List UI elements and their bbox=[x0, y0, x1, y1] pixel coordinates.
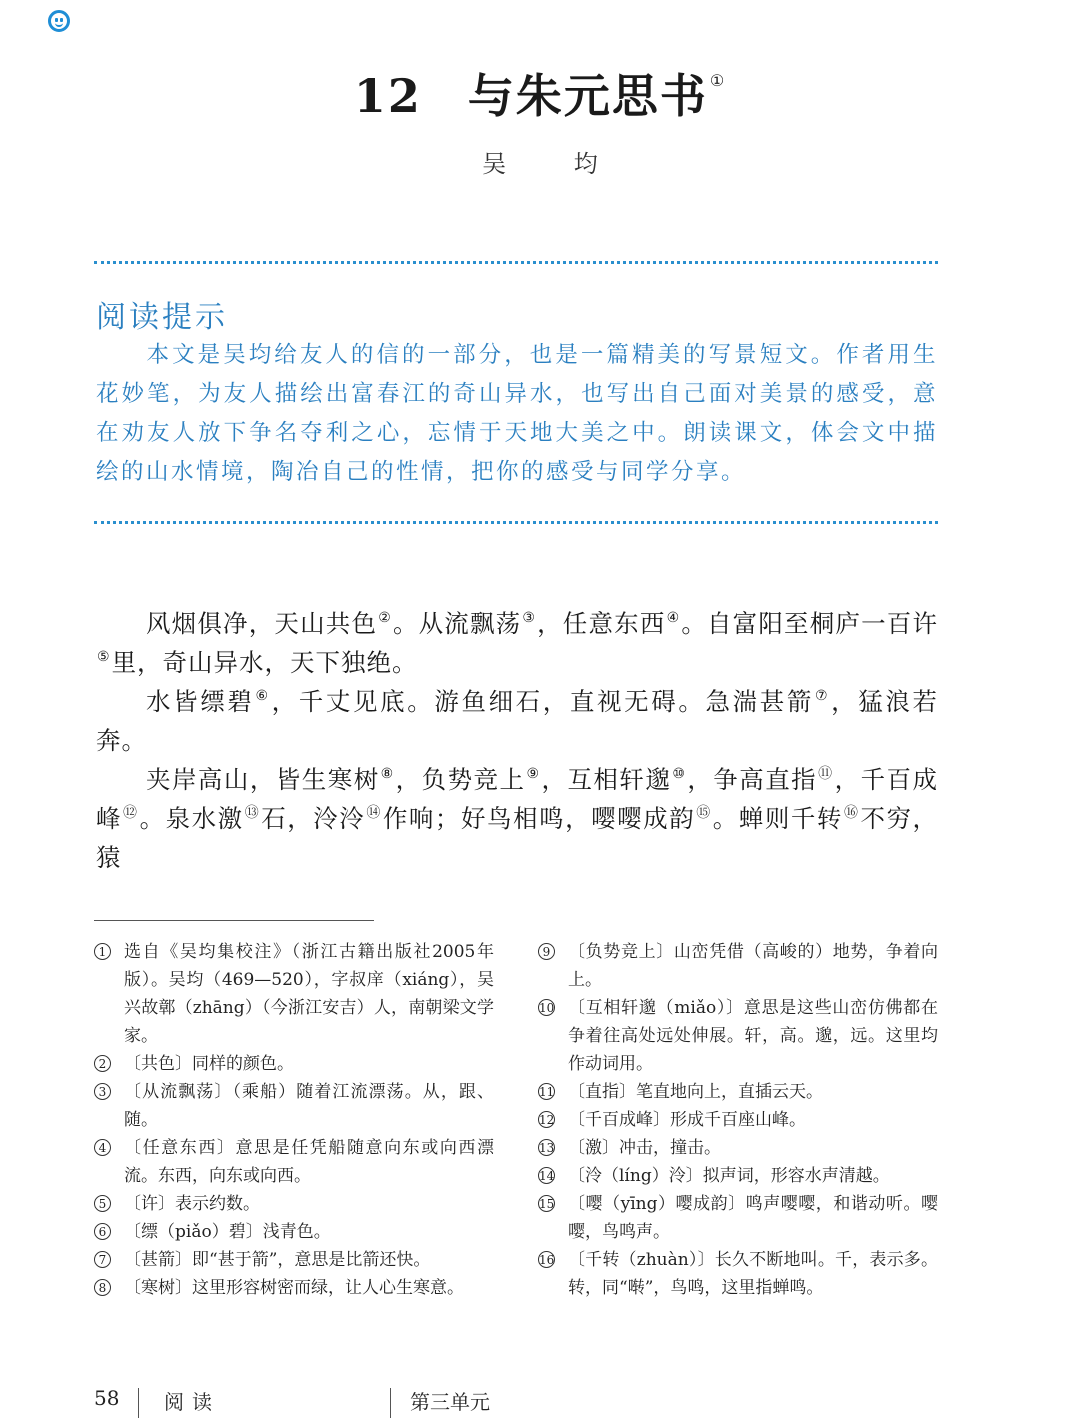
footer-unit: 第三单元 bbox=[410, 1390, 490, 1414]
lesson-number: 12 bbox=[353, 69, 422, 123]
lesson-title-text: 与朱元思书 bbox=[467, 69, 708, 123]
footnote: 4 〔任意东西〕意思是任凭船随意向东或向西漂流。东西，向东或向西。 bbox=[94, 1134, 494, 1190]
title-note-mark: ① bbox=[709, 71, 727, 90]
footnote: 9 〔负势竞上〕山峦凭借（高峻的）地势，争着向上。 bbox=[538, 938, 938, 994]
footnote: 5 〔许〕表示约数。 bbox=[94, 1190, 494, 1218]
footer-separator bbox=[138, 1388, 139, 1418]
footnote: 3 〔从流飘荡〕（乘船）随着江流漂荡。从，跟、随。 bbox=[94, 1078, 494, 1134]
footer-separator bbox=[390, 1388, 391, 1418]
footnote: 7 〔甚箭〕即“甚于箭”，意思是比箭还快。 bbox=[94, 1246, 494, 1274]
footnote: 8 〔寒树〕这里形容树密而绿，让人心生寒意。 bbox=[94, 1274, 494, 1302]
footnotes-left bbox=[94, 938, 494, 1302]
main-text bbox=[96, 604, 938, 877]
footer-section: 阅读 bbox=[164, 1390, 220, 1414]
smiley-icon bbox=[48, 10, 70, 32]
page-number: 58 bbox=[94, 1386, 120, 1410]
footnote: 2 〔共色〕同样的颜色。 bbox=[94, 1050, 494, 1078]
paragraph-3: 夹岸高山，皆生寒树⑧，负势竞上⑨，互相轩邈⑩，争高直指⑪，千百成峰⑫。泉水激⑬石，泠泠⑭作响；好鸟相鸣，嘤嘤成韵⑮。蝉则千转⑯不穷，猿 bbox=[96, 765, 939, 872]
footnote: 10 〔互相轩邈（miǎo）〕意思是这些山峦仿佛都在争着往高处远处伸展。轩，高。邈，远。这里均作动词用。 bbox=[539, 998, 938, 1074]
reading-tips-body: 本文是吴均给友人的信的一部分，也是一篇精美的写景短文。作者用生花妙笔，为友人描绘出富春江的奇山异水，也写出自己面对美景的感受，意在劝友人放下争名夺利之心，忘情于天地大美之中。朗读课文，体会文中描绘的山水情境，陶冶自己的性情，把你的感受与同学分享。 bbox=[96, 342, 938, 485]
author: 吴 均 bbox=[482, 150, 628, 178]
divider-bottom bbox=[94, 521, 938, 524]
reading-tips-heading: 阅读提示 bbox=[96, 300, 228, 335]
footnote: 11 〔直指〕笔直地向上，直插云天。 bbox=[539, 1082, 823, 1102]
footnote: 14 〔泠（líng）泠〕拟声词，形容水声清越。 bbox=[539, 1166, 890, 1186]
footnote: 15 〔嘤（yīng）嘤成韵〕鸣声嘤嘤，和谐动听。嘤嘤，鸟鸣声。 bbox=[539, 1194, 938, 1242]
footnote: 16 〔千转（zhuàn）〕长久不断地叫。千，表示多。转，同“啭”，鸟鸣，这里指蝉鸣。 bbox=[539, 1250, 938, 1298]
lesson-title bbox=[0, 60, 1080, 126]
footnote-rule bbox=[94, 920, 374, 921]
footnote: 1 选自《吴均集校注》（浙江古籍出版社2005年版）。吴均（469—520），字叔庠（xiáng），吴兴故鄣（zhāng）（今浙江安吉）人，南朝梁文学家。 bbox=[94, 938, 494, 1050]
footnote: 12 〔千百成峰〕形成千百座山峰。 bbox=[539, 1110, 806, 1130]
divider-top bbox=[94, 261, 938, 264]
footnote: 6 〔缥（piǎo）碧〕浅青色。 bbox=[94, 1218, 494, 1246]
footnote: 13 〔激〕冲击，撞击。 bbox=[539, 1138, 721, 1158]
paragraph-2: 水皆缥碧⑥，千丈见底。游鱼细石，直视无碍。急湍甚箭⑦，猛浪若奔。 bbox=[96, 687, 938, 755]
footnotes-right bbox=[538, 938, 938, 1302]
paragraph-1: 风烟俱净，天山共色②。从流飘荡③，任意东西④。自富阳至桐庐一百许⑤里，奇山异水，天下独绝。 bbox=[97, 609, 938, 677]
